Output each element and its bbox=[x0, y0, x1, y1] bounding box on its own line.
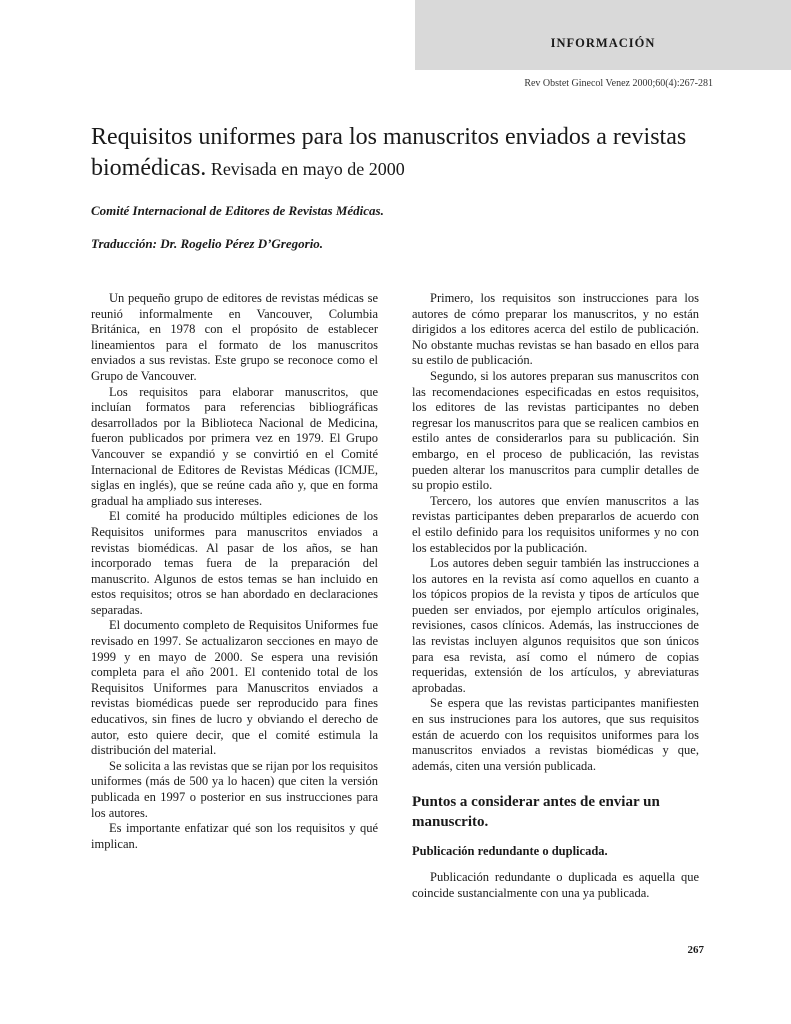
page-number: 267 bbox=[687, 944, 704, 956]
paragraph: Se solicita a las revistas que se rijan por los requisitos uniformes (más de 500 ya lo hacen) que citen la versión publicada en 1997 o posterior en sus instrucciones para los autores. bbox=[91, 758, 378, 820]
paragraph: Tercero, los autores que envíen manuscritos a las revistas participantes deben prepararlos de acuerdo con el estilo definido para los requisitos uniformes y no con los establecidos por la publicación. bbox=[412, 493, 699, 555]
right-column bbox=[412, 291, 699, 901]
paragraph: Los autores deben seguir también las instrucciones a los autores en la revista así como aquellos en cuanto a los tópicos propios de la revista y tipos de artículos que pueden ser enviados, por ejemplo artículos originales, revisiones, casos clínicos. Además, las instrucciones de las revistas incluyen algunos requisitos que son únicos para esa revista, así como el número de copias requeridas, extensión de los artículos, y abreviaturas aprobadas. bbox=[412, 556, 699, 695]
article-title-main: Requisitos uniformes para los manuscritos enviados a revistas biomédicas. bbox=[91, 124, 687, 181]
paragraph: El documento completo de Requisitos Uniformes fue revisado en 1997. Se actualizaron secciones en mayo de 1999 y en mayo de 2000. Se espera una revisión completa para el año 2001. El contenido total de los Requisitos Uniformes para Manuscritos enviados a revistas biomédicas puede ser reproducido para fines educativos, sin fines de lucro y obviando el derecho de autor, esto quiere decir, que el comité estimula la distribución del material. bbox=[91, 618, 378, 758]
journal-citation: Rev Obstet Ginecol Venez 2000;60(4):267-281 bbox=[524, 78, 713, 89]
article-translator: Traducción: Dr. Rogelio Pérez D’Gregorio. bbox=[91, 236, 324, 251]
section-heading: Puntos a considerar antes de enviar un manuscrito. bbox=[412, 794, 660, 831]
subsection-heading: Publicación redundante o duplicada. bbox=[412, 844, 608, 859]
paragraph: Un pequeño grupo de editores de revistas médicas se reunió informalmente en Vancouver, Columbia Británica, en 1978 con el propósito de establecer lineamientos para el formato de los manuscritos enviados a sus revistas. Este grupo se reconoce como el Grupo de Vancouver. bbox=[91, 291, 378, 383]
article-authors: Comité Internacional de Editores de Revistas Médicas. bbox=[91, 203, 384, 218]
paragraph: Los requisitos para elaborar manuscritos, que incluían formatos para referencias bibliográficas desarrollados por la Biblioteca Nacional de Medicina, fueron publicados por primera vez en 1979. El Grupo Vancouver se expandió y se convirtió en el Comité Internacional de Editores de Revistas Médicas (ICMJE, siglas en inglés), que se reúne cada año y, que en forma gradual ha ampliado sus intereses. bbox=[91, 384, 378, 508]
section-label: INFORMACIÓN bbox=[550, 36, 656, 50]
section-header-box bbox=[415, 0, 791, 70]
article-title bbox=[91, 122, 731, 185]
paragraph: Primero, los requisitos son instrucciones para los autores de cómo preparar los manuscritos, y no están dirigidos a los editores acerca del estilo de publicación. No obstante muchas revistas se han basado en ellos para su estilo de publicación. bbox=[412, 291, 699, 368]
article-title-revision: Revisada en mayo de 2000 bbox=[206, 159, 405, 179]
paragraph: Es importante enfatizar qué son los requisitos y qué implican. bbox=[91, 821, 378, 851]
paragraph: Segundo, si los autores preparan sus manuscritos con las recomendaciones especificadas en estos requisitos, los editores de las revistas participantes no deben regresar los manuscritos para que se realicen cambios en estilo antes de considerarlos para su publicación. Sin embargo, en el proceso de publicación, las revistas pueden alterar los manuscritos para cumplir detalles de su propio estilo. bbox=[412, 368, 699, 493]
left-column bbox=[91, 291, 378, 852]
paragraph: Publicación redundante o duplicada es aquella que coincide sustancialmente con una ya publicada. bbox=[412, 870, 699, 900]
paragraph: Se espera que las revistas participantes manifiesten en sus instruciones para los autores, que sus requisitos están de acuerdo con los requisitos uniformes para los manuscritos enviados a revistas biomédicas y que, además, citen una versión publicada. bbox=[412, 696, 699, 773]
paragraph: El comité ha producido múltiples ediciones de los Requisitos uniformes para manuscritos enviados a revistas biomédicas. Al pasar de los años, se han incorporado temas fuera de la preparación del manuscrito. Algunos de estos temas se han incluido en estos requisitos; otros se han abordado en declaraciones separadas. bbox=[91, 509, 378, 617]
